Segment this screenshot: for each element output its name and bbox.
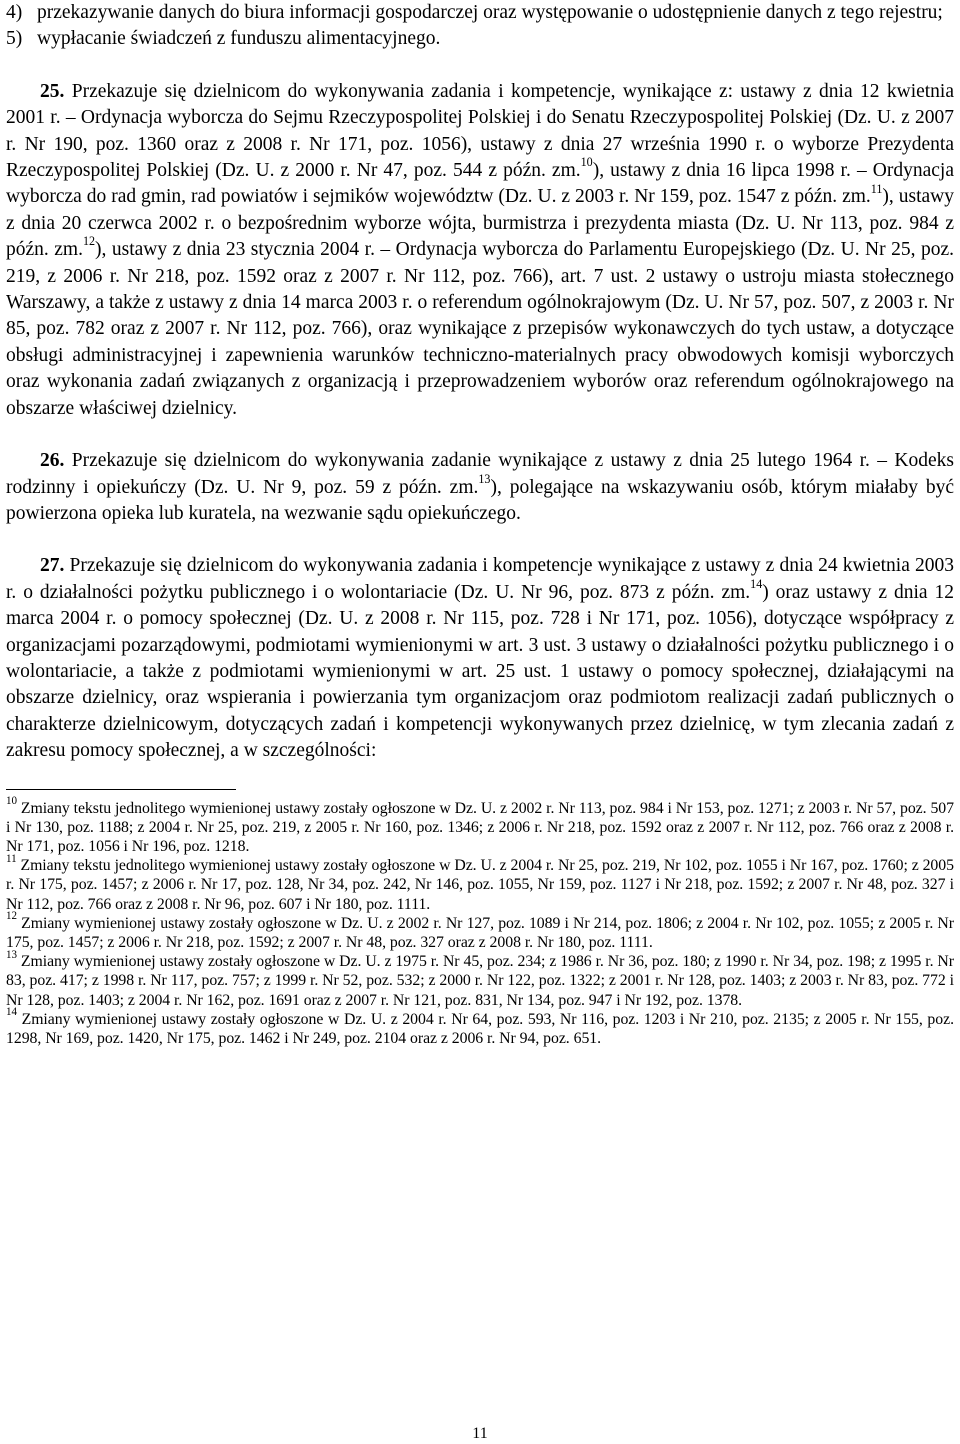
- page-number: 11: [472, 1425, 488, 1442]
- footnote-number: 10: [6, 795, 17, 808]
- section-number: 25.: [40, 80, 65, 102]
- list-item-number: 4): [6, 2, 23, 23]
- list-item-text: przekazywanie danych do biura informacji gospodarczej oraz występowanie o udostępnienie danych z tego rejestru;: [37, 2, 943, 23]
- footnote-number: 11: [6, 852, 17, 865]
- footnote-text: Zmiany tekstu jednolitego wymienionej ustawy zostały ogłoszone w Dz. U. z 2002 r. Nr 113, poz. 984 i Nr 153, poz. 1271; z 2003 r. Nr 57, poz. 507 i Nr 130, poz. 1188; z 2004 r. Nr 25, poz. 219, z 2005 r. Nr 160, poz. 1346; z 2006 r. Nr 218, poz. 1592 oraz z 2007 r. Nr 112, poz. 766 oraz z 2008 r. Nr 171, poz. 1056 i Nr 196, poz. 1218.: [6, 799, 954, 855]
- section-text: ) oraz ustawy z dnia 12 marca 2004 r. o pomocy społecznej (Dz. U. z 2008 r. Nr 115, poz. 728 i Nr 171, poz. 1056), dotyczące współpracy z organizacjami pozarządowymi, podmiotami wymienionymi w art. 3 ust. 3 ustawy o działalności pożytku publicznego i o wolontariacie, a także z podmiotami wymienionymi w art. 25 ust. 1 ustawy o pomocy społecznej, działającymi na obszarze dzielnicy, oraz wspierania i powierzania tym organizacjom oraz podmiotom realizacji zadań publicznych o charakterze dzielnicowym, dotyczących zadań i kompetencji wykonywanych przez dzielnicę, w tym zlecania zadań z zakresu pomocy społecznej, a w szczególności:: [6, 581, 954, 762]
- section-text: Przekazuje się dzielnicom do wykonywania zadania i kompetencje wynikające z ustawy z dnia 24 kwietnia 2003 r. o działalności pożytku publicznego i o wolontariacie (Dz. U. Nr 96, poz. 873 z późn. zm.: [6, 555, 954, 603]
- footnote-ref[interactable]: 14: [750, 576, 763, 591]
- footnote-number: 12: [6, 910, 17, 923]
- footnote-ref[interactable]: 12: [82, 234, 96, 249]
- footnote: [6, 948, 954, 1010]
- list-item-number: 5): [6, 28, 23, 50]
- footnotes: [6, 795, 954, 1049]
- footnote-number: 14: [6, 1006, 17, 1019]
- list-item-text: wypłacanie świadczeń z funduszu alimentacyjnego.: [37, 28, 441, 50]
- section-text: ), ustawy z dnia 20 czerwca 2002 r. o bezpośrednim wyborze wójta, burmistrza i prezydenta miasta (Dz. U. Nr 113, poz. 984 z późn. zm.: [6, 186, 954, 261]
- footnote-ref[interactable]: 13: [478, 471, 491, 486]
- paragraph-gap: [6, 422, 954, 448]
- footnote-ref[interactable]: 10: [580, 155, 593, 170]
- footnote-ref[interactable]: 11: [870, 181, 883, 196]
- footnote-separator: [6, 789, 236, 790]
- section-text: ), polegające na wskazywaniu osób, którym miałaby być powierzona opieka lub kuratela, na wezwanie sądu opiekuńczego.: [6, 476, 955, 524]
- section-text: ), ustawy z dnia 23 stycznia 2004 r. – Ordynacja wyborcza do Parlamentu Europejskiego (Dz. U. Nr 25, poz. 219, z 2006 r. Nr 218, poz. 1592 oraz z 2007 r. Nr 112, poz. 766), art. 7 ust. 2 ustawy o ustroju miasta stołecznego Warszawy, a także z ustawy z dnia 14 marca 2003 r. o referendum ogólnokrajowym (Dz. U. Nr 57, poz. 507, z 2003 r. Nr 85, poz. 782 oraz z 2007 r. Nr 112, poz. 766), oraz wynikające z przepisów wykonawczych do tych ustaw, a dotyczące obsługi administracyjnej i zapewnienia warunków techniczno-materialnych pracy obwodowych komisji wyborczych oraz wykonania zadań związanych z organizacją i przeprowadzeniem wyborów oraz referendum ogólnokrajowego na obszarze właściwej dzielnicy.: [6, 239, 954, 419]
- section-number: 26.: [40, 450, 65, 472]
- section-number: 27.: [40, 555, 65, 577]
- document-page: [6, 0, 954, 1048]
- footnote: [6, 795, 954, 857]
- footnote-text: Zmiany wymienionej ustawy zostały ogłoszone w Dz. U. z 1975 r. Nr 45, poz. 234; z 1986 r. Nr 36, poz. 180; z 1990 r. Nr 34, poz. 198; z 1995 r. Nr 83, poz. 417; z 1998 r. Nr 117, poz. 757; z 1999 r. Nr 52, poz. 532; z 2000 r. Nr 122, poz. 1322; z 2001 r. Nr 128, poz. 1403; z 2003 r. Nr 83, poz. 772 i Nr 128, poz. 1403; z 2004 r. Nr 162, poz. 1691 oraz z 2007 r. Nr 121, poz. 831, Nr 134, poz. 947 i Nr 192, poz. 1378.: [6, 953, 954, 1009]
- paragraph-gap: [6, 527, 954, 553]
- footnote-text: Zmiany wymienionej ustawy zostały ogłoszone w Dz. U. z 2004 r. Nr 64, poz. 593, Nr 116, poz. 1203 i Nr 210, poz. 2135; z 2005 r. Nr 155, poz. 1298, Nr 169, poz. 1420, Nr 175, poz. 1462 i Nr 249, poz. 2104 oraz z 2006 r. Nr 94, poz. 651.: [6, 1010, 954, 1047]
- footnote: [6, 852, 954, 914]
- section-25: [6, 79, 954, 422]
- footnote-text: Zmiany wymienionej ustawy zostały ogłoszone w Dz. U. z 2002 r. Nr 127, poz. 1089 i Nr 214, poz. 1806; z 2004 r. Nr 102, poz. 1055; z 2005 r. Nr 175, poz. 1457; z 2006 r. Nr 218, poz. 1592; z 2007 r. Nr 48, poz. 327 oraz z 2008 r. Nr 180, poz. 1111.: [6, 914, 954, 951]
- paragraph-gap: [6, 53, 954, 79]
- footnote-number: 13: [6, 948, 17, 961]
- main-text: [6, 0, 954, 765]
- footnote-text: Zmiany tekstu jednolitego wymienionej ustawy zostały ogłoszone w Dz. U. z 2004 r. Nr 25, poz. 219, Nr 102, poz. 1055 i Nr 167, poz. 1760; z 2005 r. Nr 175, poz. 1457; z 2006 r. Nr 17, poz. 128, Nr 34, poz. 242, Nr 146, poz. 1055, Nr 159, poz. 1127 i Nr 218, poz. 1592; z 2007 r. Nr 48, poz. 327 i Nr 112, poz. 766 oraz z 2008 r. Nr 96, poz. 607 i Nr 180, poz. 1111.: [6, 857, 954, 913]
- section-26: [6, 448, 954, 527]
- section-text: Przekazuje się dzielnicom do wykonywania zadanie wynikające z ustawy z dnia 25 lutego 1964 r. – Kodeks rodzinny i opiekuńczy (Dz. U. Nr 9, poz. 59 z późn. zm.: [6, 450, 954, 498]
- list-item: [6, 26, 954, 52]
- section-text: ), ustawy z dnia 16 lipca 1998 r. – Ordynacja wyborcza do rad gmin, rad powiatów i sejmików województw (Dz. U. z 2003 r. Nr 159, poz. 1547 z późn. zm.: [6, 160, 954, 208]
- list-item: [6, 0, 954, 26]
- section-text: Przekazuje się dzielnicom do wykonywania zadania i kompetencje, wynikające z: ustawy z dnia 12 kwietnia 2001 r. – Ordynacja wyborcza do Sejmu Rzeczypospolitej Polskiej i do Senatu Rzeczypospolitej Polskiej (Dz. U. z 2007 r. Nr 190, poz. 1360 oraz z 2008 r. Nr 171, poz. 1056), ustawy z dnia 27 września 1990 r. o wyborze Prezydenta Rzeczypospolitej Polskiej (Dz. U. z 2000 r. Nr 47, poz. 544 z późn. zm.: [6, 80, 955, 182]
- footnote: [6, 910, 954, 952]
- section-27: [6, 553, 954, 764]
- footnote: [6, 1006, 954, 1048]
